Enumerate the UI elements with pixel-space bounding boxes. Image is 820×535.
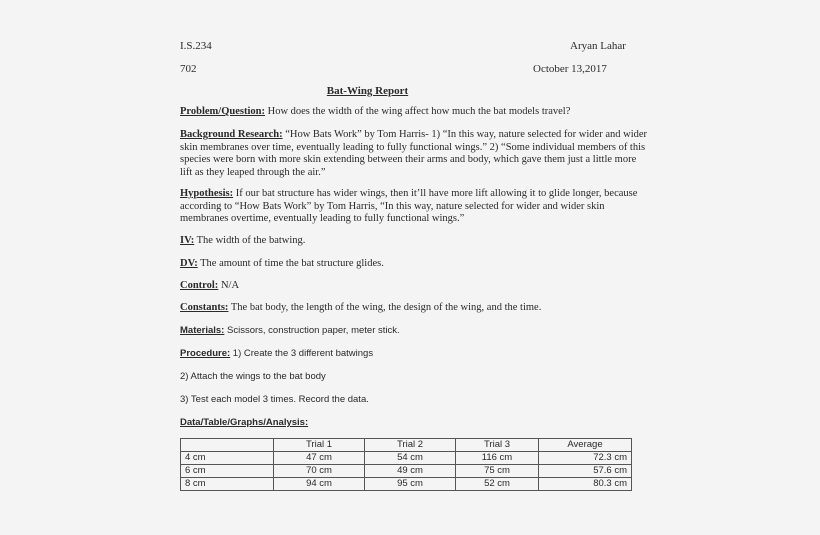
- table-cell: 6 cm: [181, 465, 274, 478]
- dv-section: [180, 258, 650, 271]
- table-header-cell: Trial 3: [456, 439, 539, 452]
- table-cell: 49 cm: [365, 465, 456, 478]
- constants-section: [180, 302, 650, 315]
- procedure-step-1: 1) Create the 3 different batwings: [230, 348, 374, 359]
- procedure-step-3: 3) Test each model 3 times. Record the data.: [180, 394, 369, 405]
- iv-text: The width of the batwing.: [194, 235, 306, 246]
- table-cell: 8 cm: [181, 478, 274, 491]
- background-text: “How Bats Work” by Tom Harris- 1) “In this way, nature selected for wider and wider skin membranes over time, eventually leading to fully functional wings.” 2) “Some individual members of this species were born with more skin extending between their arms and body, which gave them just a little more lift as they leaped through the air.”: [180, 129, 648, 178]
- table-cell: 116 cm: [456, 452, 539, 465]
- problem-section: [180, 106, 650, 119]
- table-header-cell: Trial 2: [365, 439, 456, 452]
- control-section: [180, 280, 650, 293]
- table-cell: 70 cm: [274, 465, 365, 478]
- table-header-cell: [181, 439, 274, 452]
- table-header-cell: Trial 1: [274, 439, 365, 452]
- procedure-section: [180, 348, 650, 361]
- constants-label: Constants:: [180, 302, 229, 313]
- hypothesis-section: [180, 188, 650, 226]
- table-cell: 80.3 cm: [539, 478, 632, 491]
- table-cell: 94 cm: [274, 478, 365, 491]
- report-title: Bat-Wing Report: [326, 85, 409, 97]
- report-date: October 13,2017: [533, 63, 607, 75]
- table-cell: 72.3 cm: [539, 452, 632, 465]
- dv-label: DV:: [180, 258, 198, 269]
- table-cell: 47 cm: [274, 452, 365, 465]
- table-cell: 95 cm: [365, 478, 456, 491]
- table-cell: 4 cm: [181, 452, 274, 465]
- iv-section: [180, 235, 650, 248]
- iv-label: IV:: [180, 235, 195, 246]
- table-cell: 75 cm: [456, 465, 539, 478]
- table-cell: 54 cm: [365, 452, 456, 465]
- table-row: [181, 478, 632, 491]
- data-table: [180, 438, 632, 491]
- problem-label: Problem/Question:: [180, 106, 265, 117]
- hypothesis-text: If our bat structure has wider wings, then it’ll have more lift allowing it to glide longer, because according to “How Bats Work” by Tom Harris, “In this way, nature selected for wider and wider skin membranes overtime, eventually leading to fully functional wings.”: [180, 188, 638, 224]
- author-name: Aryan Lahar: [570, 40, 626, 52]
- course-code: I.S.234: [180, 40, 212, 52]
- materials-section: [180, 325, 650, 338]
- procedure-label: Procedure:: [180, 348, 231, 359]
- materials-label: Materials:: [180, 325, 225, 336]
- table-row: [181, 465, 632, 478]
- data-heading-label: Data/Table/Graphs/Analysis:: [180, 417, 309, 428]
- background-section: [180, 129, 650, 179]
- control-text: N/A: [218, 280, 240, 291]
- control-label: Control:: [180, 280, 219, 291]
- table-header-cell: Average: [539, 439, 632, 452]
- materials-text: Scissors, construction paper, meter stick.: [224, 325, 400, 336]
- table-cell: 52 cm: [456, 478, 539, 491]
- dv-text: The amount of time the bat structure glides.: [197, 258, 384, 269]
- procedure-step-2: 2) Attach the wings to the bat body: [180, 371, 326, 382]
- background-label: Background Research:: [180, 129, 283, 140]
- class-period: 702: [180, 63, 197, 75]
- table-row: [181, 452, 632, 465]
- problem-text: How does the width of the wing affect how much the bat models travel?: [264, 106, 571, 117]
- table-header-row: [181, 439, 632, 452]
- data-heading: [180, 417, 650, 430]
- hypothesis-label: Hypothesis:: [180, 188, 234, 199]
- table-cell: 57.6 cm: [539, 465, 632, 478]
- constants-text: The bat body, the length of the wing, the design of the wing, and the time.: [228, 302, 542, 313]
